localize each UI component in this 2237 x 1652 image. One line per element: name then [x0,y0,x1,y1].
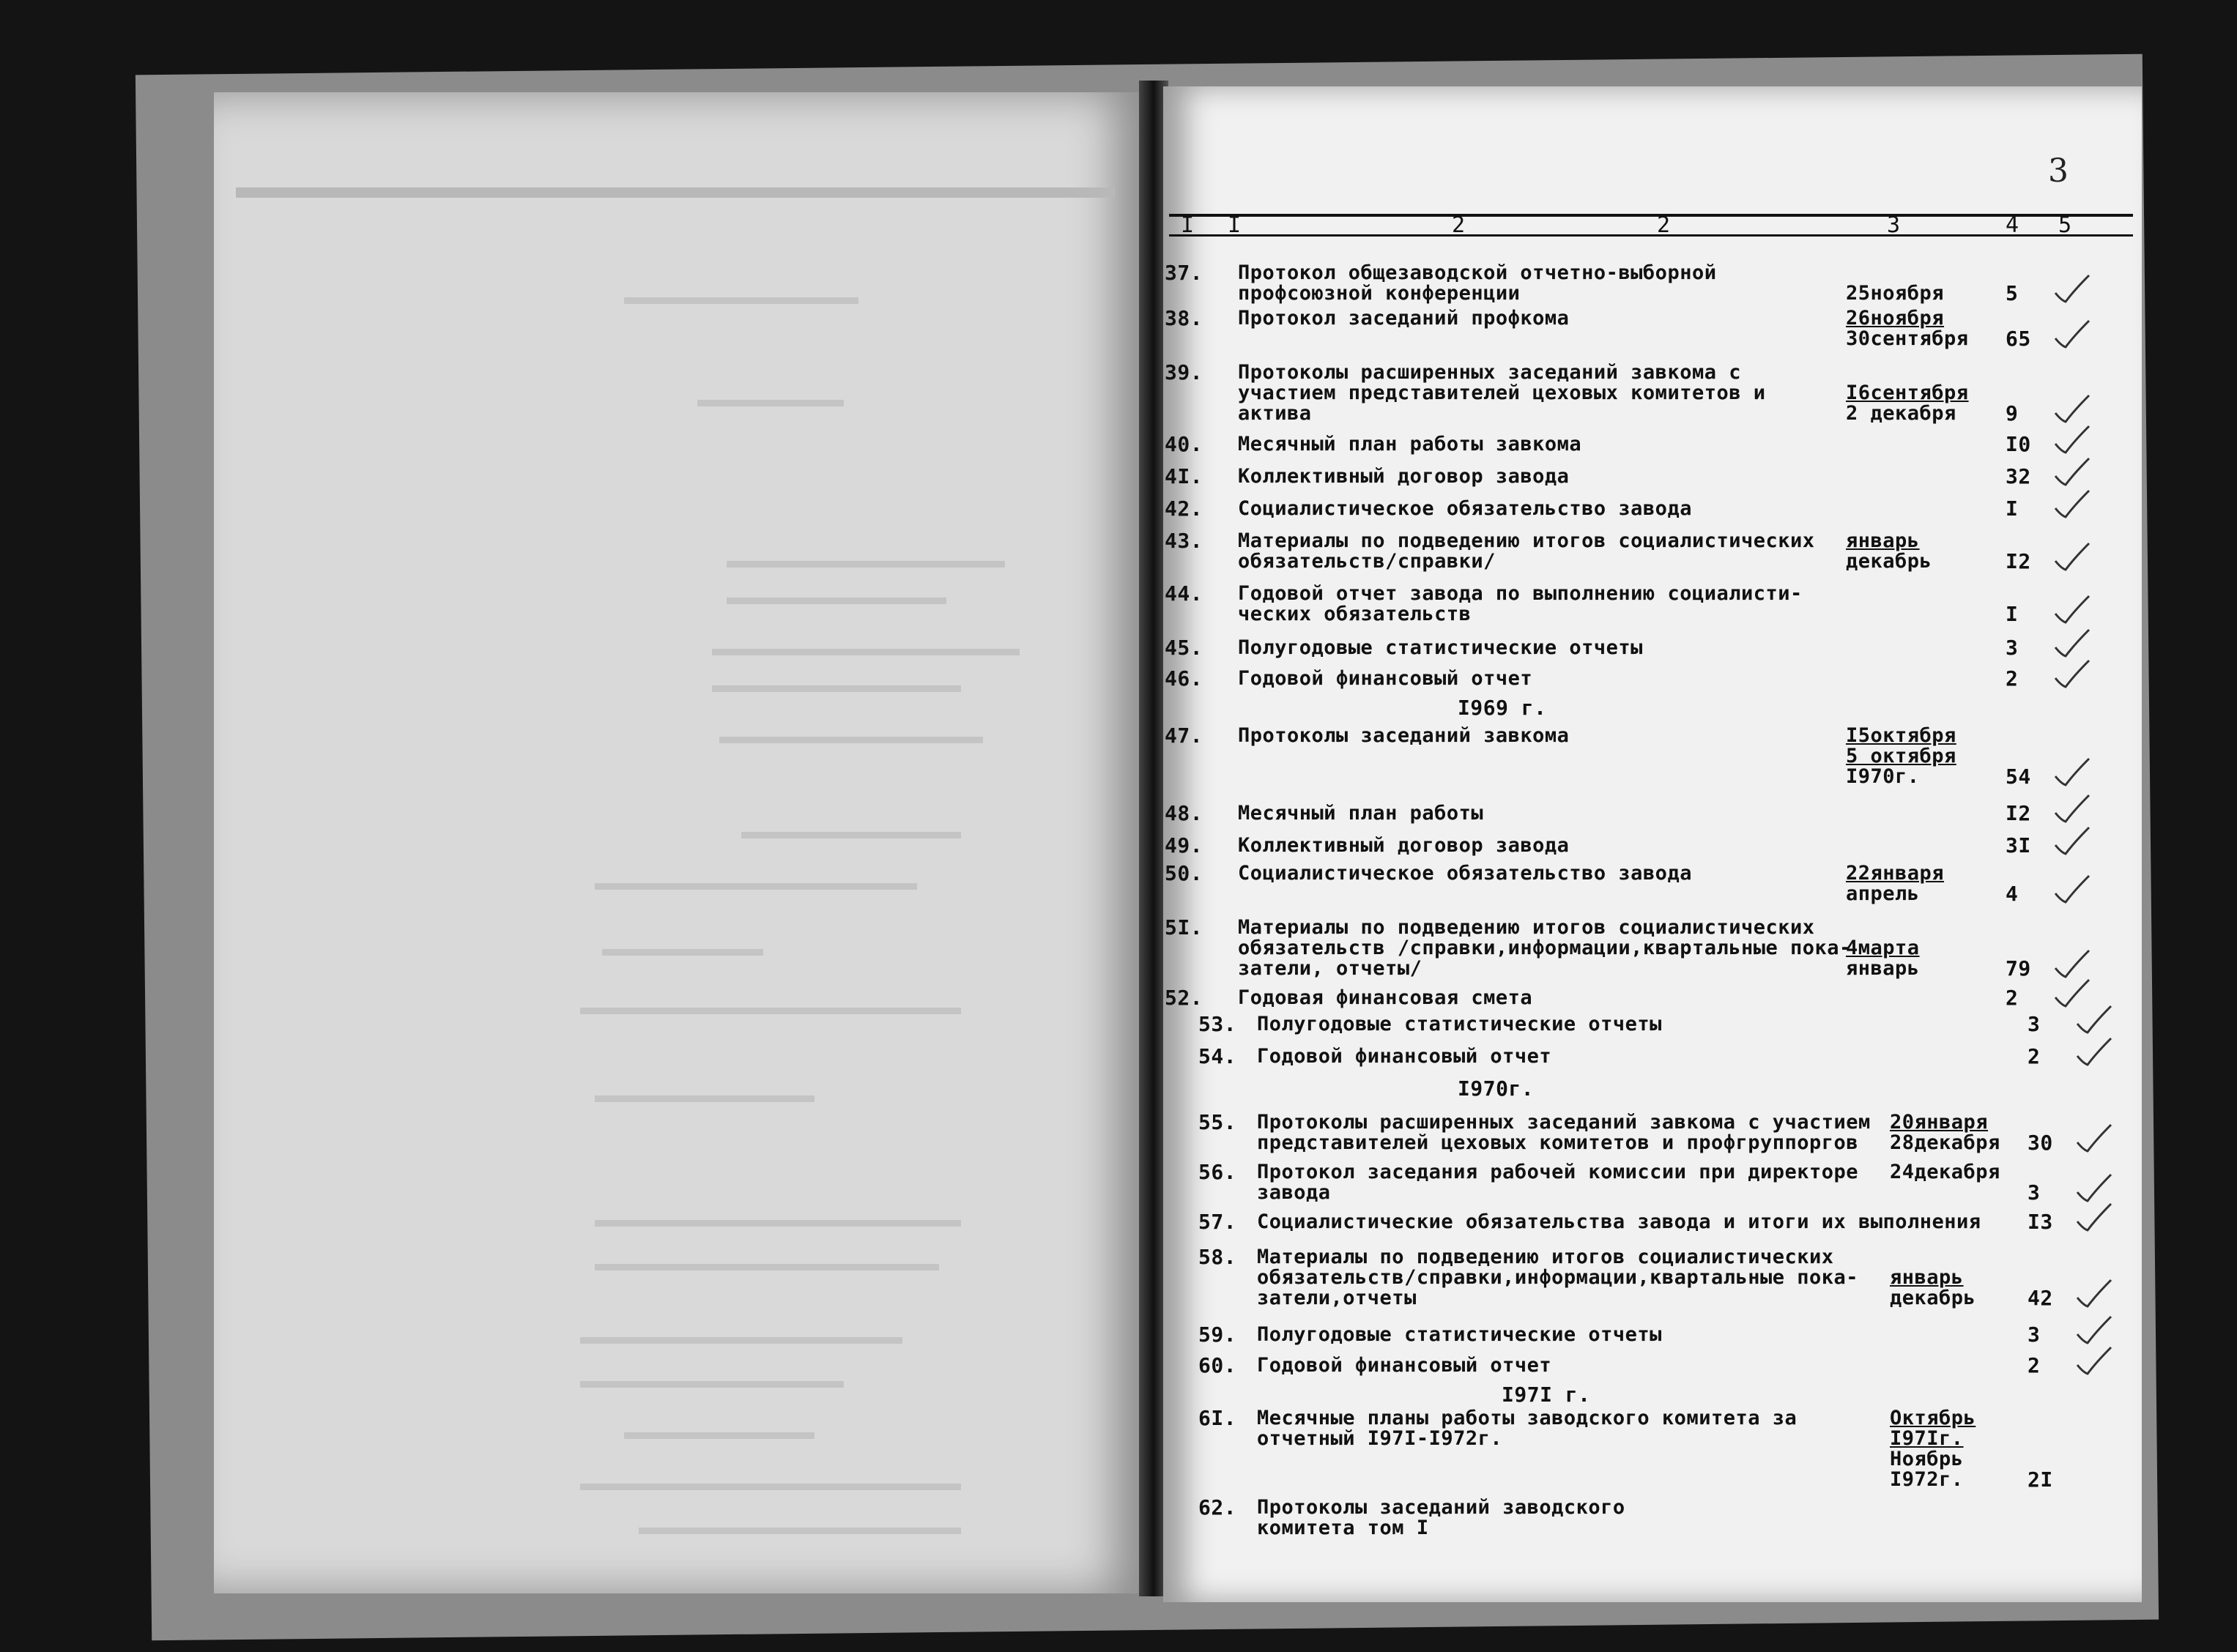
row-description-line: Протоколы заседаний завкома [1238,724,1570,747]
header-bottom-rule [1169,234,2133,237]
row-number: 62. [1198,1495,1237,1519]
row-description-line: ческих обязательств [1238,603,1472,625]
row-date: 24декабря [1890,1161,2000,1183]
row-description-line: Полугодовые статистические отчеты [1238,636,1643,659]
row-description-line: затели,отчеты [1257,1287,1417,1309]
header-col5: 5 [2058,212,2072,238]
row-number: 39. [1165,360,1203,384]
row-description-line: Коллективный договор завода [1238,465,1570,488]
checkmark-icon [2051,483,2092,524]
row-number: 42. [1165,496,1203,521]
row-sheet-count: 2 [2006,986,2019,1010]
row-description-line: Полугодовые статистические отчеты [1257,1013,1662,1035]
checkmark-icon [2051,313,2092,354]
row-number: 47. [1165,723,1203,748]
row-description-line: Годовой финансовый отчет [1257,1354,1552,1377]
year-heading: I970г. [1458,1076,1535,1101]
row-description-line: Протокол заседания рабочей комиссии при директоре [1257,1161,1859,1183]
row-date: 4марта [1846,937,1920,959]
row-number: 45. [1165,636,1203,660]
row-date: I5октября [1846,724,1956,747]
row-date: апрель [1846,882,1920,905]
row-date: январь [1890,1266,1964,1289]
row-sheet-count: 3 [2028,1322,2041,1347]
header-col2a: 2 [1452,212,1466,238]
row-description-line: Протоколы заседаний заводского [1257,1496,1625,1519]
row-description-line: Материалы по подведению итогов социалистических [1257,1246,1834,1268]
row-sheet-count: 65 [2006,327,2031,351]
row-sheet-count: 42 [2028,1286,2053,1310]
row-number: 60. [1198,1353,1237,1377]
row-description-line: Месячный план работы завкома [1238,433,1582,455]
checkmark-icon [2051,751,2092,792]
row-sheet-count: I2 [2006,801,2031,825]
row-description-line: представителей цеховых комитетов и профгруппоргов [1257,1131,1859,1154]
checkmark-icon [2073,1197,2114,1238]
left-page-blank-reverse [214,92,1144,1593]
row-sheet-count: 79 [2006,956,2031,981]
header-col2b: 2 [1657,212,1671,238]
row-sheet-count: I0 [2006,432,2031,456]
row-description-line: Месячный план работы [1238,802,1484,825]
row-sheet-count: 4 [2006,882,2019,906]
header-col1: I [1181,212,1195,238]
row-date: 30сентября [1846,327,1969,350]
row-date: 5 октября [1846,745,1956,767]
row-number: 46. [1165,666,1203,691]
row-sheet-count: 9 [2006,401,2019,425]
row-description-line: Социалистическое обязательство завода [1238,862,1692,885]
row-description-line: участием представителей цеховых комитетов и [1238,382,1766,404]
row-description-line: Месячные планы работы заводского комитета за [1257,1407,1798,1429]
row-sheet-count: I3 [2028,1210,2053,1234]
row-date: I97Iг. [1890,1427,1964,1450]
row-number: 57. [1198,1210,1237,1234]
row-sheet-count: 3 [2028,1180,2041,1205]
row-number: 49. [1165,833,1203,857]
row-number: 5I. [1165,915,1203,940]
row-date: январь [1846,957,1920,980]
row-number: 52. [1165,986,1203,1010]
row-number: 37. [1165,261,1203,285]
row-number: 44. [1165,581,1203,606]
checkmark-icon [2073,1340,2114,1381]
row-description-line: актива [1238,402,1312,425]
row-number: 58. [1198,1245,1237,1269]
row-sheet-count: 54 [2006,764,2031,789]
row-description-line: отчетный I97I-I972г. [1257,1427,1503,1450]
row-sheet-count: 2 [2006,666,2019,691]
header-col1b: I [1228,212,1242,238]
row-description-line: Коллективный договор завода [1238,834,1570,857]
row-sheet-count: 5 [2006,281,2019,305]
row-description-line: профсоюзной конференции [1238,282,1521,305]
row-description-line: комитета том I [1257,1517,1429,1539]
row-sheet-count: 2I [2028,1467,2053,1492]
header-col3: 3 [1887,212,1901,238]
row-number: 54. [1198,1044,1237,1068]
row-sheet-count: I [2006,496,2019,521]
row-number: 59. [1198,1322,1237,1347]
row-description-line: обязательств /справки,информации,квартальные пока- [1238,937,1852,959]
row-description-line: Социалистическое обязательство завода [1238,497,1692,520]
row-sheet-count: 3 [2028,1012,2041,1036]
row-number: 40. [1165,432,1203,456]
checkmark-icon [2051,653,2092,694]
bleed-through-text [214,92,1144,1593]
row-number: 55. [1198,1110,1237,1134]
row-date: 20января [1890,1111,1989,1134]
row-description-line: обязательств/справки,информации,квартальные пока- [1257,1266,1859,1289]
row-description-line: Годовая финансовая смета [1238,986,1533,1009]
checkmark-icon [2073,1031,2114,1072]
row-description-line: затели, отчеты/ [1238,957,1422,980]
row-description-line: завода [1257,1181,1331,1204]
row-description-line: Материалы по подведению итогов социалистических [1238,529,1815,552]
row-description-line: обязательств/справки/ [1238,550,1496,573]
row-date: 2 декабря [1846,402,1956,425]
row-description-line: Материалы по подведению итогов социалистических [1238,916,1815,939]
row-sheet-count: 2 [2028,1044,2041,1068]
row-sheet-count: 32 [2006,464,2031,488]
year-heading: I97I г. [1502,1383,1591,1407]
row-number: 4I. [1165,464,1203,488]
row-sheet-count: 30 [2028,1131,2053,1155]
row-date: I6сентября [1846,382,1969,404]
row-description-line: Годовой отчет завода по выполнению социалисти- [1238,582,1803,605]
row-date: декабрь [1890,1287,1976,1309]
row-sheet-count: 2 [2028,1353,2041,1377]
checkmark-icon [2073,1117,2114,1158]
checkmark-icon [2051,868,2092,909]
row-number: 48. [1165,801,1203,825]
row-sheet-count: I2 [2006,549,2031,573]
row-number: 53. [1198,1012,1237,1036]
row-date: 26ноября [1846,307,1945,330]
row-description-line: Протоколы расширенных заседаний завкома с участием [1257,1111,1871,1134]
row-date: 28декабря [1890,1131,2000,1154]
page-number: 3 [2048,152,2069,190]
row-date: 22января [1846,862,1945,885]
row-date: январь [1846,529,1920,552]
row-number: 56. [1198,1160,1237,1184]
row-number: 50. [1165,861,1203,885]
row-description-line: Годовой финансовый отчет [1257,1045,1552,1068]
checkmark-icon [2051,820,2092,861]
checkmark-icon [2051,268,2092,309]
row-description-line: Протокол заседаний профкома [1238,307,1570,330]
row-description-line: Протоколы расширенных заседаний завкома с [1238,361,1741,384]
row-number: 38. [1165,306,1203,330]
row-description-line: Протокол общезаводской отчетно-выборной [1238,261,1717,284]
row-sheet-count: 3 [2006,636,2019,660]
row-number: 6I. [1198,1406,1237,1430]
row-description-line: Социалистические обязательства завода и итоги их выполнения [1257,1210,1981,1233]
row-date: Октябрь [1890,1407,1976,1429]
year-heading: I969 г. [1458,696,1547,720]
header-top-rule [1169,214,2133,217]
checkmark-icon [2073,1273,2114,1314]
row-date: I972г. [1890,1468,1964,1491]
row-date: декабрь [1846,550,1932,573]
checkmark-icon [2051,536,2092,577]
row-description-line: Годовой финансовый отчет [1238,667,1533,690]
row-number: 43. [1165,529,1203,553]
row-sheet-count: 3I [2006,833,2031,857]
row-sheet-count: I [2006,602,2019,626]
row-date: Ноябрь [1890,1448,1964,1470]
row-description-line: Полугодовые статистические отчеты [1257,1323,1662,1346]
row-date: I970г. [1846,765,1920,788]
header-col4: 4 [2006,212,2019,238]
row-date: 25ноября [1846,282,1945,305]
